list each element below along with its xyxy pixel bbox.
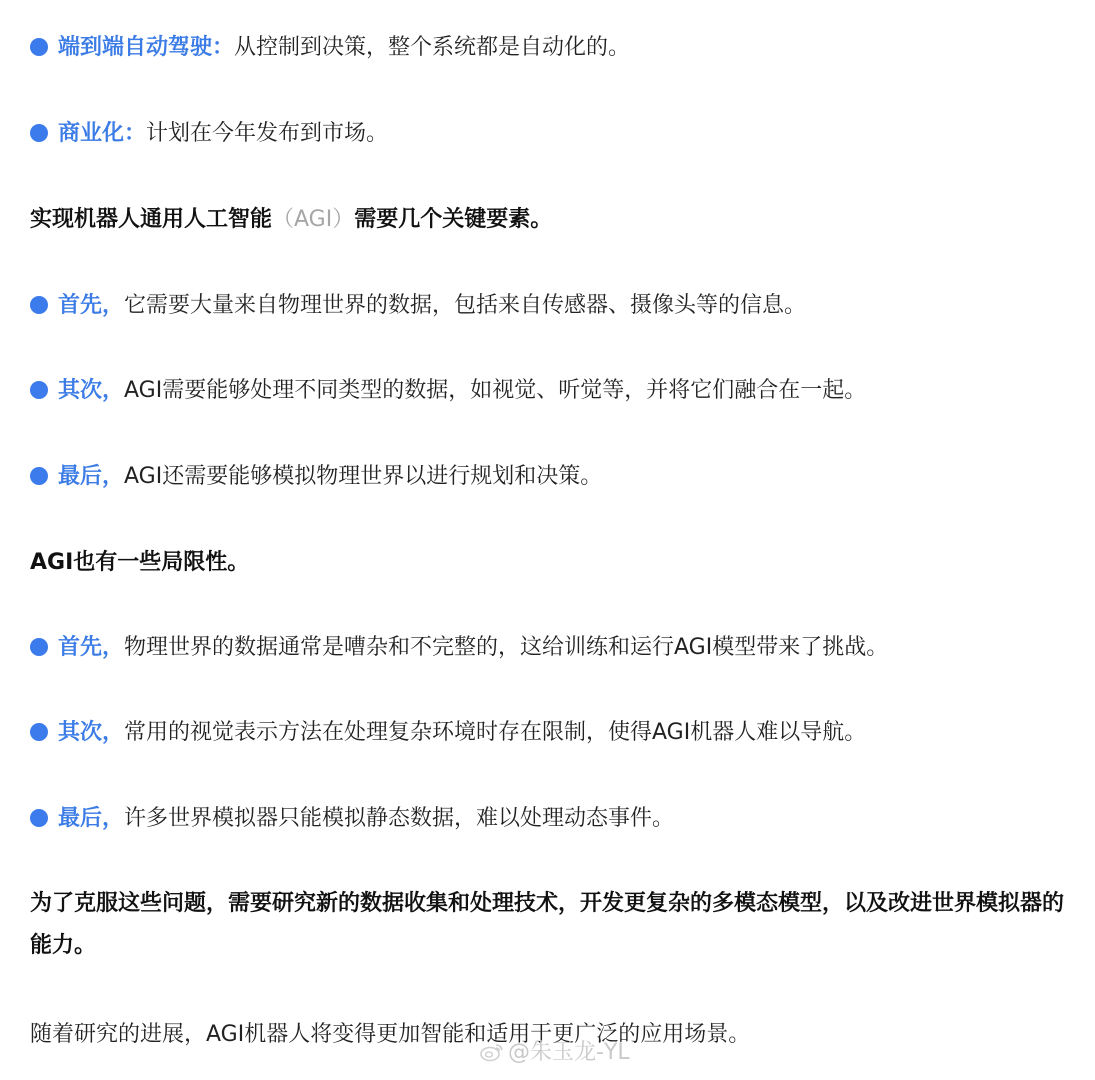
item-text: AGI还需要能够模拟物理世界以进行规划和决策。: [124, 464, 603, 489]
heading-abbrev: （AGI）: [272, 207, 355, 232]
bullet-dot-icon: [30, 809, 48, 827]
item-lead: 首先，: [58, 293, 125, 318]
paragraph-text: 随着研究的进展，AGI机器人将变得更加智能和适用于更广泛的应用场景。: [30, 1022, 751, 1047]
bullet-dot-icon: [30, 638, 48, 656]
item-lead: 端到端自动驾驶：: [58, 35, 235, 60]
bullet-dot-icon: [30, 381, 48, 399]
bullet-dot-icon: [30, 296, 48, 314]
bullet-dot-icon: [30, 38, 48, 56]
bullet-item: [30, 720, 1065, 746]
item-text: 它需要大量来自物理世界的数据，包括来自传感器、摄像头等的信息。: [124, 293, 807, 318]
bullet-item: [30, 635, 1065, 661]
bullet-item: [30, 464, 1065, 490]
heading-text: 实现机器人通用人工智能: [30, 207, 273, 232]
item-text: 物理世界的数据通常是嘈杂和不完整的，这给训练和运行AGI模型带来了挑战。: [124, 635, 889, 660]
item-lead: 商业化：: [58, 121, 147, 146]
bullet-dot-icon: [30, 723, 48, 741]
watermark: [480, 1040, 630, 1066]
item-lead: 其次，: [58, 720, 125, 745]
bullet-item: [30, 35, 1065, 61]
item-lead: 最后，: [58, 464, 125, 489]
item-text: 从控制到决策，整个系统都是自动化的。: [234, 35, 631, 60]
conclusion-heading: [30, 883, 1065, 967]
item-text: AGI需要能够处理不同类型的数据，如视觉、听觉等，并将它们融合在一起。: [124, 378, 867, 403]
item-text: 许多世界模拟器只能模拟静态数据，难以处理动态事件。: [124, 806, 675, 831]
item-lead: 首先，: [58, 635, 125, 660]
bullet-dot-icon: [30, 467, 48, 485]
item-text: 常用的视觉表示方法在处理复杂环境时存在限制，使得AGI机器人难以导航。: [124, 720, 867, 745]
bullet-item: [30, 121, 1065, 147]
item-lead: 其次，: [58, 378, 125, 403]
bullet-item: [30, 378, 1065, 404]
item-text: 计划在今年发布到市场。: [146, 121, 389, 146]
watermark-text: @朱玉龙-YL: [508, 1040, 630, 1065]
bullet-item: [30, 806, 1065, 832]
bullet-item: [30, 293, 1065, 319]
bullet-dot-icon: [30, 124, 48, 142]
item-lead: 最后，: [58, 806, 125, 831]
section-heading: [30, 207, 1065, 233]
section-heading: [30, 550, 1065, 576]
heading-text: AGI也有一些局限性。: [30, 550, 250, 575]
heading-text: 为了克服这些问题，需要研究新的数据收集和处理技术，开发更复杂的多模态模型，以及改进世界模拟器的能力。: [30, 891, 1065, 958]
weibo-logo-icon: [480, 1042, 504, 1062]
heading-text: 需要几个关键要素。: [354, 207, 553, 232]
